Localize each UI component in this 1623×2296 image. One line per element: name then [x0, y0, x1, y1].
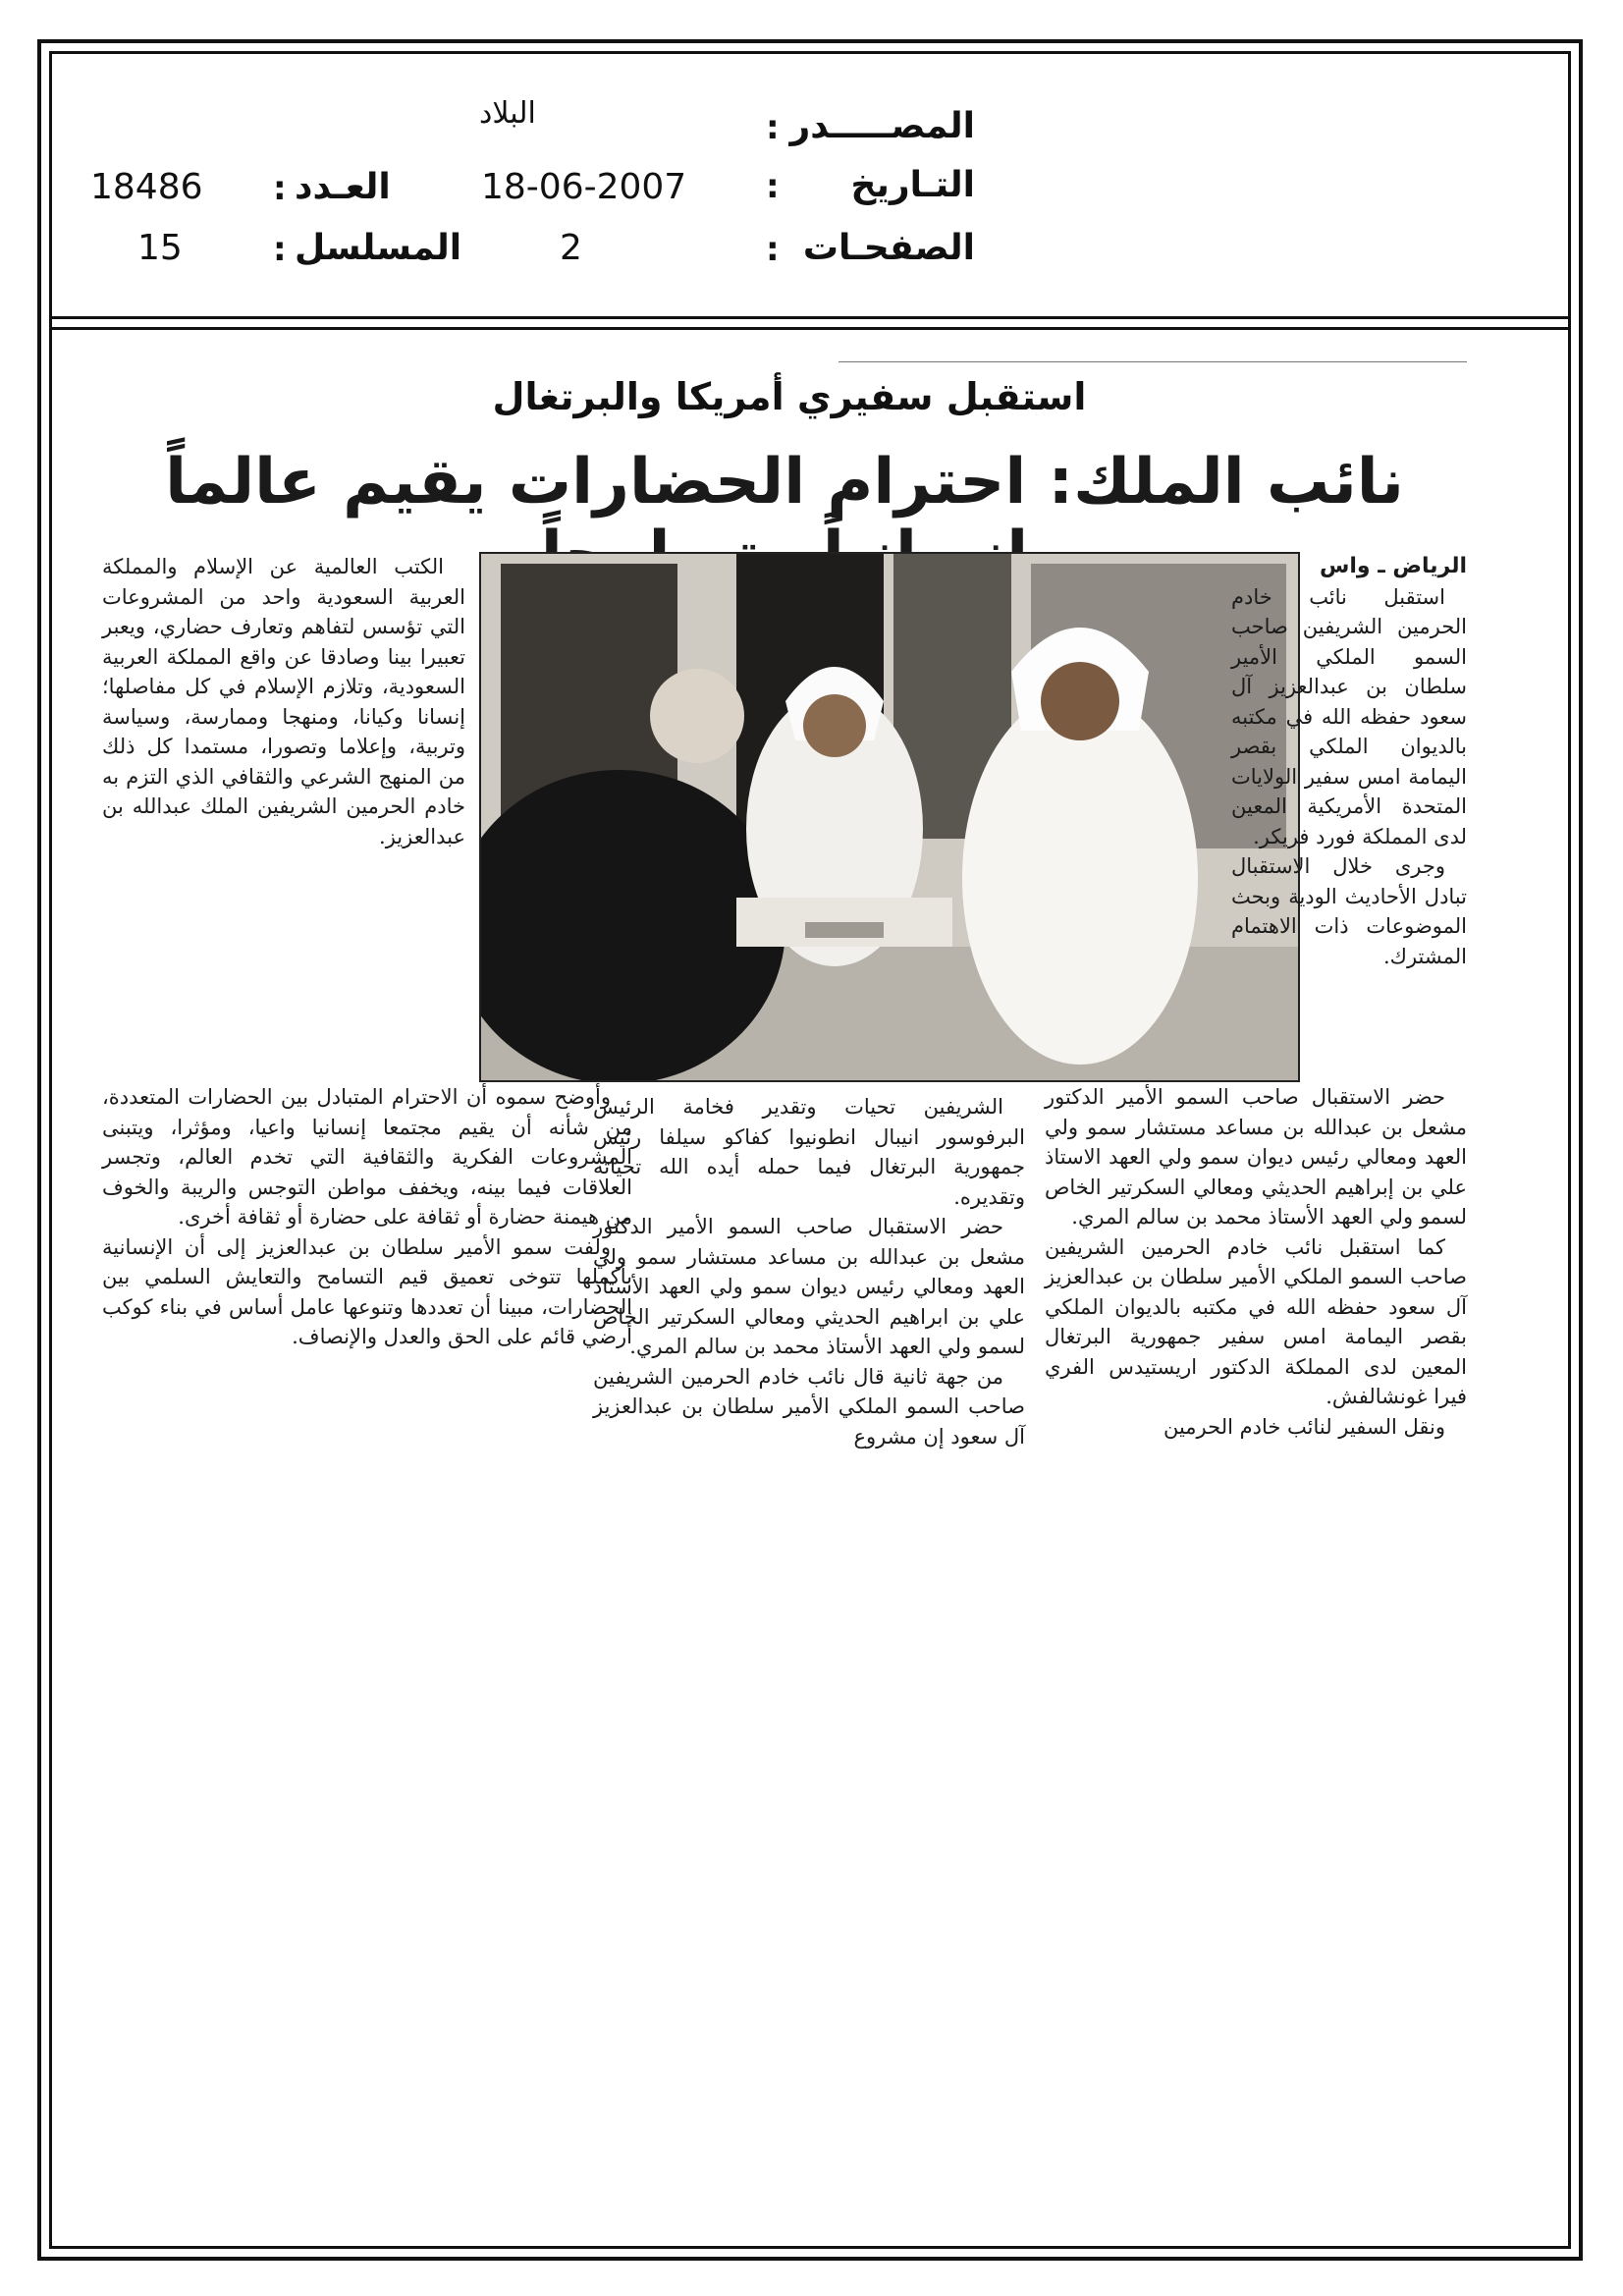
paragraph: وجرى خلال الاستقبال تبادل الأحاديث الودية وبحث الموضوعات ذات الاهتمام المشترك.	[1231, 854, 1467, 968]
source-value: البلاد	[479, 96, 536, 131]
dateline: الرياض ـ واس	[1319, 554, 1467, 578]
column-left-lower	[102, 1082, 632, 1352]
date-value: 18-06-2007	[481, 167, 687, 207]
date-colon: :	[766, 167, 780, 206]
article-headline: نائب الملك: احترام الحضارات يقيم عالماً	[165, 446, 1404, 519]
serial-label: المسلسل	[295, 228, 462, 268]
issue-label: العـدد	[295, 167, 391, 207]
paragraph: كما استقبل نائب خادم الحرمين الشريفين صاحب السمو الملكي الأمير سلطان بن عبدالعزيز آل سعود حفظه الله في مكتبه بالديوان الملكي بقصر اليمامة امس سفير جمهورية البرتغال المعين لدى المملكة الدكتور اريستيدس الفري فيرا غونشالفش.	[1045, 1234, 1467, 1408]
paragraph: الكتب العالمية عن الإسلام والمملكة العربية السعودية واحد من المشروعات التي تؤسس لتفاهم وتعارف حضاري، ويعبر تعبيرا بينا وصادقا عن واقع المملكة العربية السعودية، وتلازم الإسلام في كل مفاصلها؛ إنسانا وكيانا، ومنهجا وممارسة، وسياسة وتربية، وإعلاما وتصورا، مستمدا كل ذلك من المنهج الشرعي والثقافي الذي التزم به خادم الحرمين الشريفين الملك عبدالله بن عبدالعزيز.	[102, 555, 465, 848]
header-separator	[49, 316, 1571, 330]
serial-colon: :	[273, 230, 287, 269]
news-article	[102, 355, 1467, 1662]
paragraph: حضر الاستقبال صاحب السمو الأمير الدكتور مشعل بن عبدالله بن مساعد مستشار سمو ولي العهد ومعالي رئيس ديوان سمو ولي العهد الاستاذ علي بن إبراهيم الحديثي ومعالي السكرتير الخاص لسمو ولي العهد الأستاذ محمد بن سالم المري.	[1045, 1085, 1467, 1229]
date-label: التـاريخ	[850, 165, 975, 205]
paragraph: ونقل السفير لنائب خادم الحرمين	[1163, 1414, 1445, 1439]
column-left	[102, 552, 465, 851]
paragraph: حضر الاستقبال صاحب السمو الأمير الدكتور مشعل بن عبدالله بن مساعد مستشار سمو ولي العهد ومعالي رئيس ديوان سمو ولي العهد الأستاذ علي بن ابراهيم الحديثي ومعالي السكرتير الخاص لسمو ولي العهد الأستاذ محمد بن سالم المري.	[593, 1215, 1025, 1358]
column-middle	[593, 1092, 1025, 1451]
pages-colon: :	[766, 230, 780, 269]
paragraph: استقبل نائب خادم الحرمين الشريفين صاحب السمو الملكي الأمير سلطان بن عبدالعزيز آل سعود حفظه الله في مكتبه بالديوان الملكي بقصر اليمامة امس سفير الولايات المتحدة الأمريكية المعين لدى المملكة فورد فريكر.	[1231, 584, 1467, 848]
paragraph: الشريفين تحيات وتقدير فخامة الرئيس البرفوسور انيبال انطونيوا كفاكو سيلفا رئيس جمهورية البرتغال فيما حمله أيده الله تحياته وتقديره.	[593, 1095, 1025, 1209]
meeting-photo-illustration	[481, 554, 1298, 1080]
article-photo	[479, 552, 1300, 1082]
pages-label: الصفحـات	[802, 228, 975, 268]
issue-colon: :	[273, 169, 287, 208]
column-right-lower	[1045, 1082, 1467, 1442]
source-label: المصـــــدر	[789, 106, 975, 146]
article-kicker: استقبل سفيري أمريكا والبرتغال	[492, 375, 1087, 418]
source-colon: :	[766, 108, 780, 147]
issue-value: 18486	[90, 167, 203, 207]
column-right	[1231, 552, 1467, 971]
serial-value: 15	[137, 228, 183, 268]
pages-value: 2	[560, 228, 582, 268]
top-rule	[839, 361, 1467, 362]
paragraph: وأوضح سموه أن الاحترام المتبادل بين الحضارات المتعددة، من شأنه أن يقيم مجتمعا إنسانيا واعيا، ومؤثرا، ويتبنى المشروعات الفكرية والثقافية التي تخدم العالم، وتجسر العلاقات فيما بينه، ويخفف مواطن التوجس والريبة والخوف من هيمنة حضارة أو ثقافة على حضارة أو ثقافة أخرى.	[102, 1085, 632, 1229]
paragraph: ولفت سمو الأمير سلطان بن عبدالعزيز إلى أن الإنسانية بأكملها تتوخى تعميق قيم التسامح والتعايش السلمي بين الحضارات، مبينا أن تعددها وتنوعها عامل أساس في بناء كوكب أرضي قائم على الحق والعدل والإنصاف.	[102, 1234, 632, 1348]
paragraph: من جهة ثانية قال نائب خادم الحرمين الشريفين صاحب السمو الملكي الأمير سلطان بن عبدالعزيز آل سعود إن مشروع	[593, 1364, 1025, 1449]
